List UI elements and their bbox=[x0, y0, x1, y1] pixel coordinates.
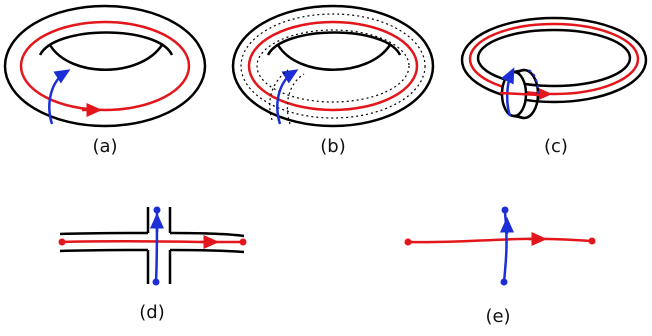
panel-label-c: (c) bbox=[544, 136, 568, 157]
longitude-endpoint-left bbox=[59, 239, 66, 246]
panel-d bbox=[59, 207, 247, 324]
torus-outer-outline bbox=[5, 6, 205, 126]
tube-band-top-edge bbox=[514, 70, 524, 72]
panel-a bbox=[5, 6, 205, 157]
panel-label-b: (b) bbox=[320, 136, 346, 157]
meridian-endpoint-bottom bbox=[153, 279, 160, 286]
meridian-dotted-right bbox=[287, 74, 304, 124]
longitude-curve bbox=[249, 22, 417, 110]
longitude-curve bbox=[408, 239, 592, 242]
horizontal-ribbon-top bbox=[60, 233, 244, 236]
panel-label-a: (a) bbox=[92, 136, 118, 157]
longitude-curve bbox=[62, 241, 243, 242]
tube-band-bottom-edge bbox=[514, 116, 524, 118]
longitude-endpoint-left bbox=[405, 239, 412, 246]
longitude-endpoint-right bbox=[589, 238, 596, 245]
panel-c bbox=[462, 18, 646, 157]
torus-hole-upper bbox=[40, 33, 172, 56]
meridian-endpoint-bottom bbox=[501, 279, 508, 286]
longitude-curve bbox=[470, 24, 638, 94]
torus-hole-lower bbox=[50, 45, 162, 70]
panel-e bbox=[405, 207, 596, 328]
torus-hole-lower bbox=[278, 45, 390, 70]
longitude-curve bbox=[21, 22, 189, 110]
torus-hole-upper bbox=[268, 33, 400, 56]
torus-outer-outline bbox=[233, 6, 433, 126]
meridian-endpoint-top bbox=[502, 207, 509, 214]
longitude-endpoint-right bbox=[240, 239, 247, 246]
horizontal-ribbon-bottom bbox=[60, 250, 244, 252]
torus-inner-outline bbox=[478, 30, 630, 86]
panel-b bbox=[233, 6, 433, 157]
panel-label-d: (d) bbox=[139, 302, 165, 323]
panel-label-e: (e) bbox=[485, 306, 511, 327]
meridian-endpoint-top bbox=[154, 207, 161, 214]
